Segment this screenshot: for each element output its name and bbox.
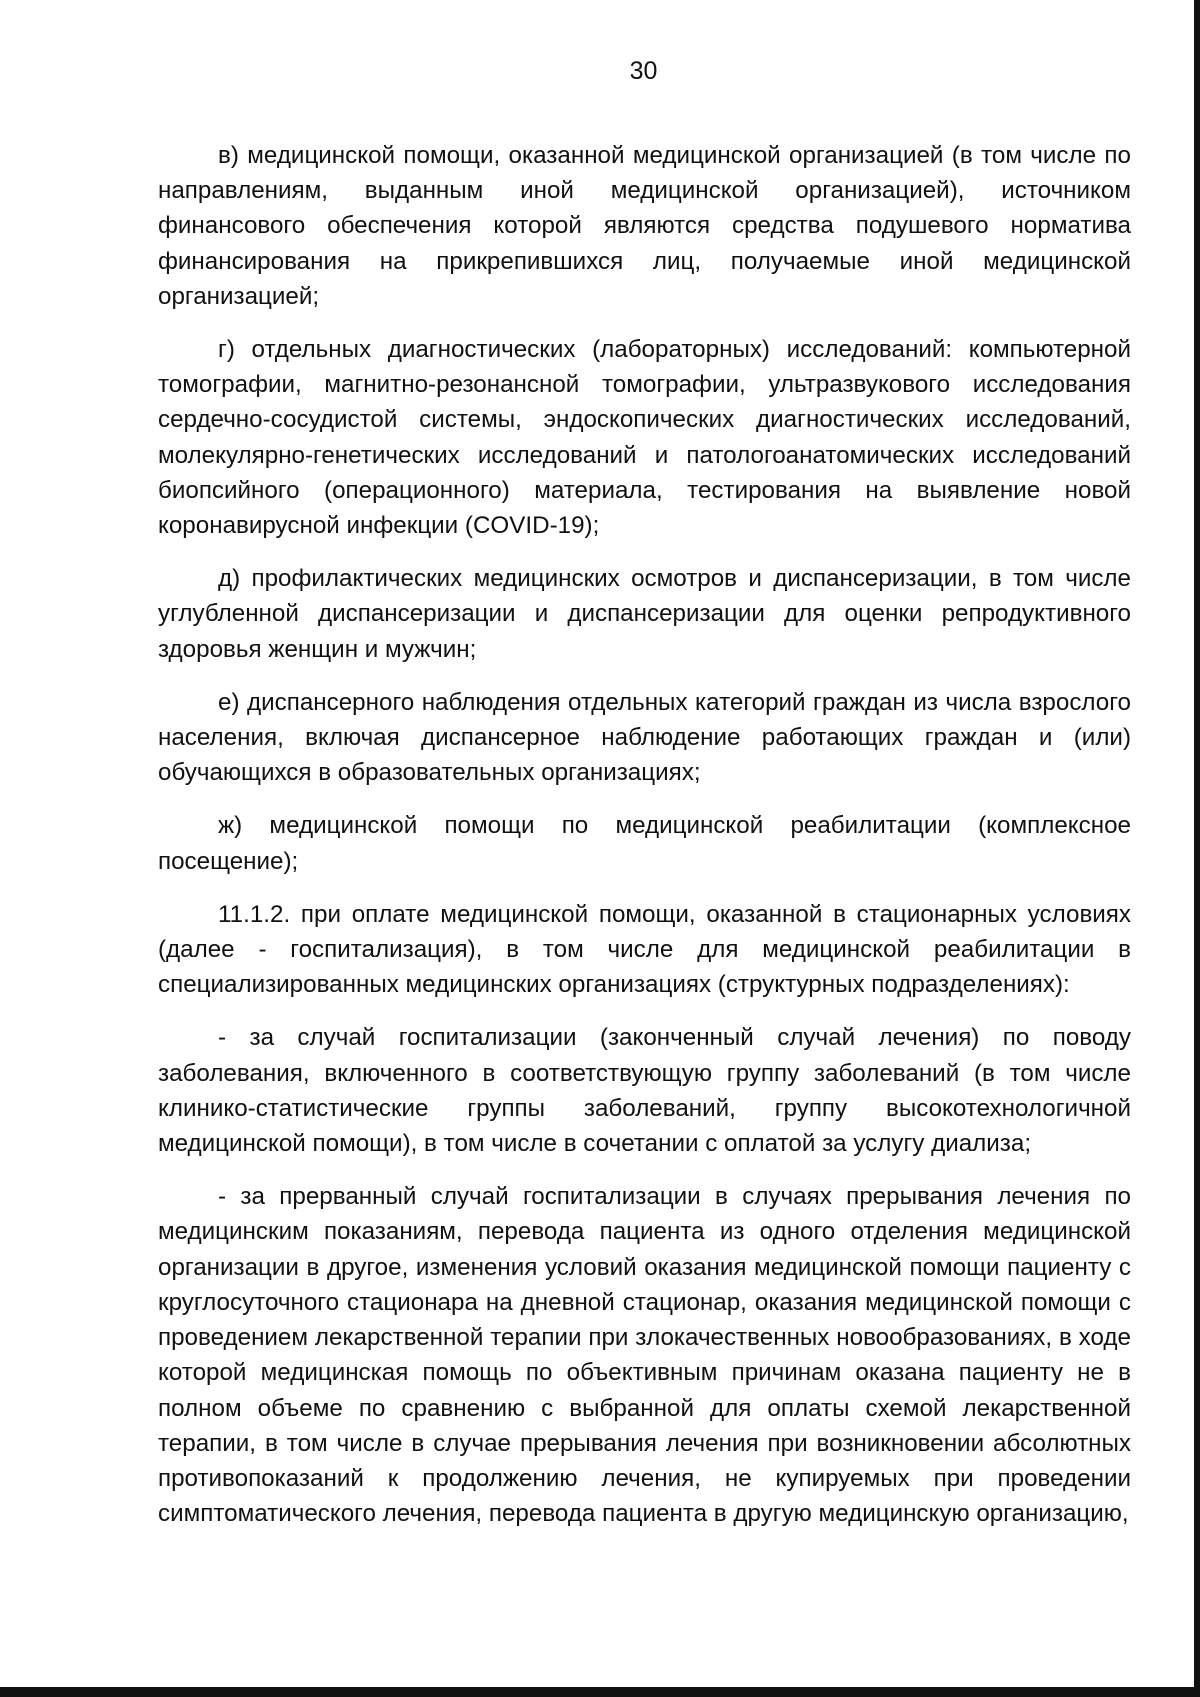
paragraph-11-1-2: 11.1.2. при оплате медицинской помощи, оказанной в стационарных условиях (далее - госпитализация), в том числе для медицинской реабилитации в специализированных медицинских организациях (структурных подразделениях): xyxy=(158,900,1131,999)
scan-right-border xyxy=(1194,0,1200,1697)
page-number: 30 xyxy=(629,57,658,85)
paragraph-dash-interrupted-case: - за прерванный случай госпитализации в случаях прерывания лечения по медицинским показаниям, перевода пациента из одного отделения медицинской организации в другое, изменения условий оказания медицинской помощи пациенту с круглосуточного стационара на дневной стационар, оказания медицинской помощи с проведением лекарственной терапии при злокачественных новообразованиях, в ходе которой медицинская помощь по объективным причинам оказана пациенту не в полном объеме по сравнению с выбранной для оплаты схемой лекарственной терапии, в том числе в случае прерывания лечения при возникновении абсолютных противопоказаний к продолжению лечения, не купируемых при проведении симптоматического лечения, перевода пациента в другую медицинскую организацию, xyxy=(158,1183,1131,1528)
document-body xyxy=(158,138,1131,1549)
paragraph-e: е) диспансерного наблюдения отдельных категорий граждан из числа взрослого населения, включая диспансерное наблюдение работающих граждан и (или) обучающихся в образовательных организациях; xyxy=(158,688,1131,787)
scan-bottom-border xyxy=(0,1687,1200,1697)
paragraph-g: г) отдельных диагностических (лабораторных) исследований: компьютерной томографии, магнитно-резонансной томографии, ультразвукового исследования сердечно-сосудистой системы, эндоскопических диагностических исследований, молекулярно-генетических исследований и патологоанатомических исследований биопсийного (операционного) материала, тестирования на выявление новой коронавирусной инфекции (COVID-19); xyxy=(158,336,1131,540)
paragraph-v: в) медицинской помощи, оказанной медицинской организацией (в том числе по направлениям, выданным иной медицинской организацией), источником финансового обеспечения которой являются средства подушевого норматива финансирования на прикрепившихся лиц, получаемые иной медицинской организацией; xyxy=(158,142,1131,310)
paragraph-zh: ж) медицинской помощи по медицинской реабилитации (комплексное посещение); xyxy=(158,812,1131,875)
paragraph-dash-completed-case: - за случай госпитализации (законченный случай лечения) по поводу заболевания, включенного в соответствующую группу заболеваний (в том числе клинико-статистические группы заболеваний, группу высокотехнологичной медицинской помощи), в том числе в сочетании с оплатой за услугу диализа; xyxy=(158,1024,1131,1158)
paragraph-d: д) профилактических медицинских осмотров и диспансеризации, в том числе углубленной диспансеризации и диспансеризации для оценки репродуктивного здоровья женщин и мужчин; xyxy=(158,565,1131,663)
